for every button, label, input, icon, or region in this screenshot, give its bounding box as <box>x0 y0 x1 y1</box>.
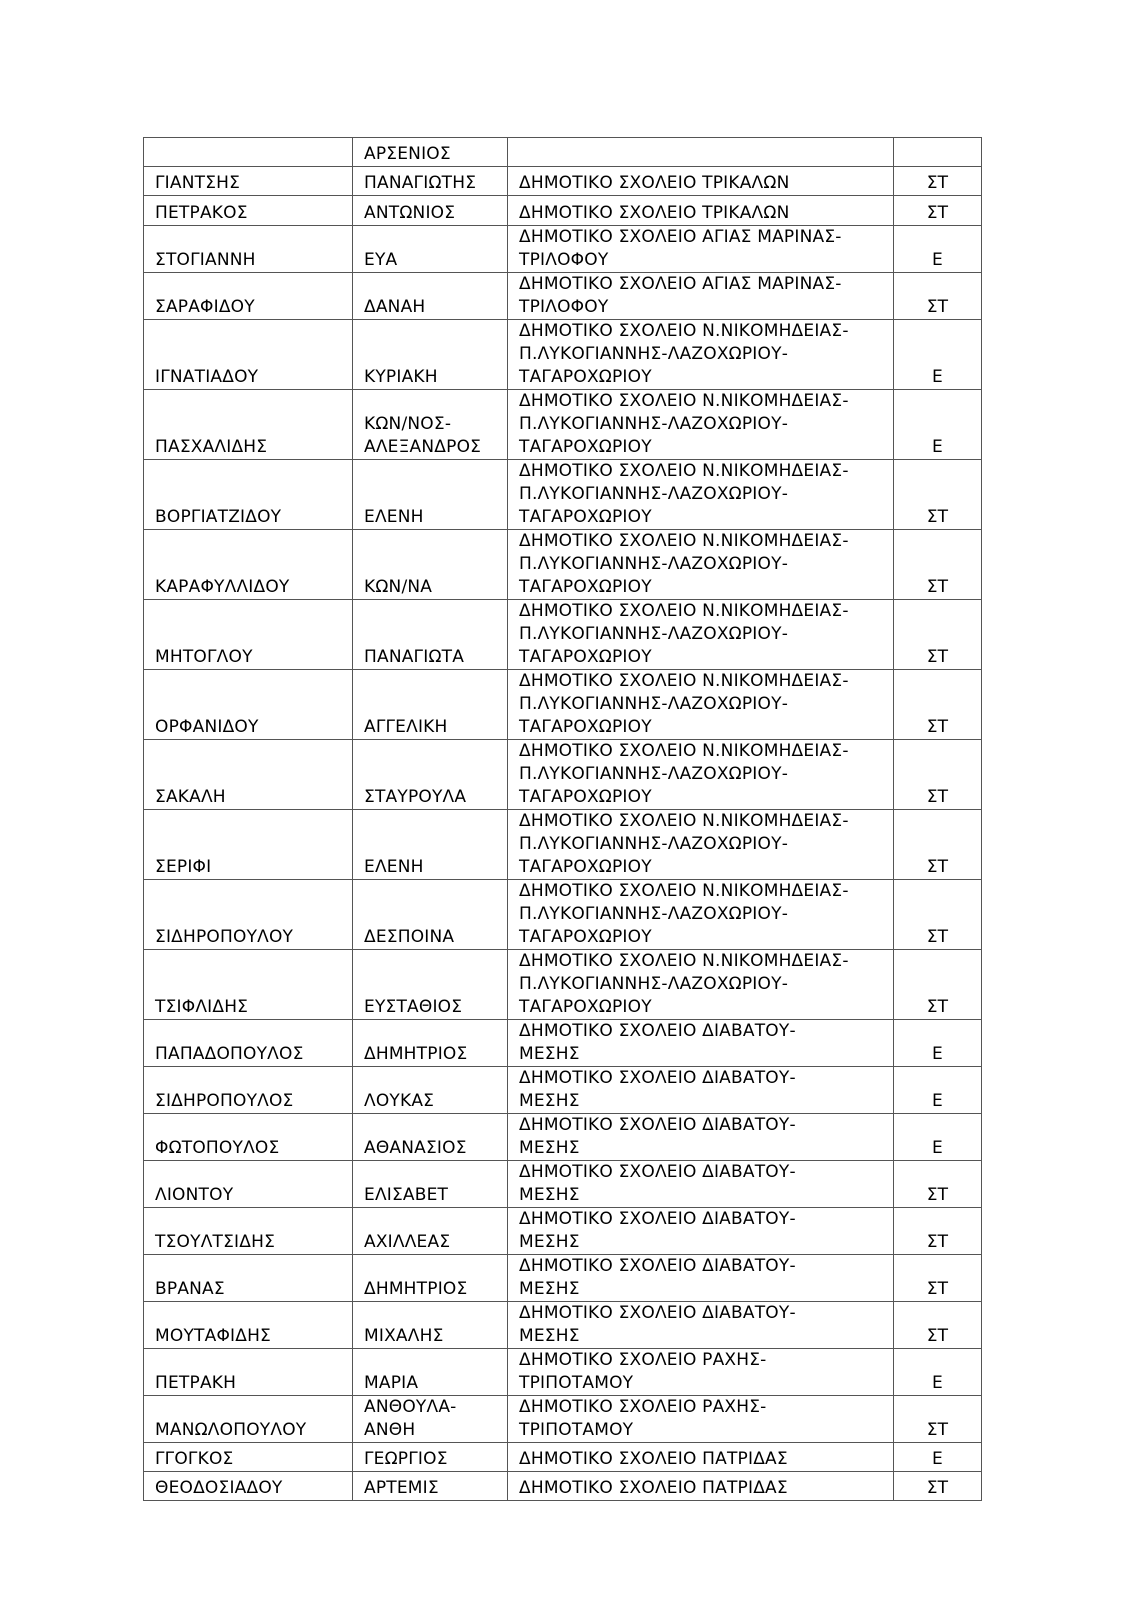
first-name-cell: ΑΡΣΕΝΙΟΣ <box>353 138 508 167</box>
class-cell: Ε <box>894 1020 982 1067</box>
table-row <box>144 1443 982 1472</box>
surname-cell: ΟΡΦΑΝΙΔΟΥ <box>144 670 353 740</box>
first-name-cell: ΔΗΜΗΤΡΙΟΣ <box>353 1255 508 1302</box>
first-name-cell: ΣΤΑΥΡΟΥΛΑ <box>353 740 508 810</box>
first-name-cell: ΕΛΙΣΑΒΕΤ <box>353 1161 508 1208</box>
class-cell: ΣΤ <box>894 1396 982 1443</box>
surname-cell: ΚΑΡΑΦΥΛΛΙΔΟΥ <box>144 530 353 600</box>
first-name-cell: ΠΑΝΑΓΙΩΤΗΣ <box>353 167 508 196</box>
surname-cell: ΠΕΤΡΑΚΗ <box>144 1349 353 1396</box>
first-name-cell: ΛΟΥΚΑΣ <box>353 1067 508 1114</box>
table-row <box>144 740 982 810</box>
school-cell: ΔΗΜΟΤΙΚΟ ΣΧΟΛΕΙΟ Ν.ΝΙΚΟΜΗΔΕΙΑΣ- Π.ΛΥΚΟΓΙΑΝΝΗΣ-ΛΑΖΟΧΩΡΙΟΥ- ΤΑΓΑΡΟΧΩΡΙΟΥ <box>508 320 894 390</box>
first-name-cell: ΑΝΘΟΥΛΑ- ΑΝΘΗ <box>353 1396 508 1443</box>
class-cell <box>894 138 982 167</box>
surname-cell: ΙΓΝΑΤΙΑΔΟΥ <box>144 320 353 390</box>
class-cell: ΣΤ <box>894 1472 982 1501</box>
first-name-cell: ΓΕΩΡΓΙΟΣ <box>353 1443 508 1472</box>
school-cell: ΔΗΜΟΤΙΚΟ ΣΧΟΛΕΙΟ ΔΙΑΒΑΤΟΥ- ΜΕΣΗΣ <box>508 1255 894 1302</box>
surname-cell: ΣΑΡΑΦΙΔΟΥ <box>144 273 353 320</box>
first-name-cell: ΚΩΝ/ΝΟΣ- ΑΛΕΞΑΝΔΡΟΣ <box>353 390 508 460</box>
first-name-cell: ΜΙΧΑΛΗΣ <box>353 1302 508 1349</box>
class-cell: ΣΤ <box>894 460 982 530</box>
school-cell: ΔΗΜΟΤΙΚΟ ΣΧΟΛΕΙΟ ΑΓΙΑΣ ΜΑΡΙΝΑΣ- ΤΡΙΛΟΦΟΥ <box>508 226 894 273</box>
table-row <box>144 273 982 320</box>
surname-cell: ΓΙΑΝΤΣΗΣ <box>144 167 353 196</box>
table-row <box>144 226 982 273</box>
table-row <box>144 320 982 390</box>
surname-cell: ΤΣΟΥΛΤΣΙΔΗΣ <box>144 1208 353 1255</box>
class-cell: ΣΤ <box>894 1302 982 1349</box>
student-table-container <box>143 137 981 1501</box>
student-table <box>143 137 982 1501</box>
table-row <box>144 1349 982 1396</box>
table-row <box>144 1472 982 1501</box>
school-cell: ΔΗΜΟΤΙΚΟ ΣΧΟΛΕΙΟ ΠΑΤΡΙΔΑΣ <box>508 1443 894 1472</box>
table-row <box>144 1161 982 1208</box>
surname-cell: ΤΣΙΦΛΙΔΗΣ <box>144 950 353 1020</box>
class-cell: Ε <box>894 226 982 273</box>
school-cell: ΔΗΜΟΤΙΚΟ ΣΧΟΛΕΙΟ Ν.ΝΙΚΟΜΗΔΕΙΑΣ- Π.ΛΥΚΟΓΙΑΝΝΗΣ-ΛΑΖΟΧΩΡΙΟΥ- ΤΑΓΑΡΟΧΩΡΙΟΥ <box>508 600 894 670</box>
table-row <box>144 670 982 740</box>
table-row <box>144 950 982 1020</box>
first-name-cell: ΚΥΡΙΑΚΗ <box>353 320 508 390</box>
first-name-cell: ΜΑΡΙΑ <box>353 1349 508 1396</box>
class-cell: ΣΤ <box>894 810 982 880</box>
school-cell: ΔΗΜΟΤΙΚΟ ΣΧΟΛΕΙΟ Ν.ΝΙΚΟΜΗΔΕΙΑΣ- Π.ΛΥΚΟΓΙΑΝΝΗΣ-ΛΑΖΟΧΩΡΙΟΥ- ΤΑΓΑΡΟΧΩΡΙΟΥ <box>508 880 894 950</box>
table-row <box>144 600 982 670</box>
first-name-cell: ΔΑΝΑΗ <box>353 273 508 320</box>
table-row <box>144 1255 982 1302</box>
school-cell: ΔΗΜΟΤΙΚΟ ΣΧΟΛΕΙΟ ΔΙΑΒΑΤΟΥ- ΜΕΣΗΣ <box>508 1161 894 1208</box>
surname-cell: ΠΑΣΧΑΛΙΔΗΣ <box>144 390 353 460</box>
class-cell: ΣΤ <box>894 740 982 810</box>
table-row <box>144 196 982 226</box>
class-cell: Ε <box>894 390 982 460</box>
first-name-cell: ΕΥΑ <box>353 226 508 273</box>
surname-cell: ΠΕΤΡΑΚΟΣ <box>144 196 353 226</box>
class-cell: ΣΤ <box>894 600 982 670</box>
surname-cell: ΣΕΡΙΦΙ <box>144 810 353 880</box>
table-row <box>144 390 982 460</box>
class-cell: ΣΤ <box>894 670 982 740</box>
school-cell: ΔΗΜΟΤΙΚΟ ΣΧΟΛΕΙΟ ΔΙΑΒΑΤΟΥ- ΜΕΣΗΣ <box>508 1114 894 1161</box>
first-name-cell: ΑΡΤΕΜΙΣ <box>353 1472 508 1501</box>
first-name-cell: ΚΩΝ/ΝΑ <box>353 530 508 600</box>
surname-cell: ΘΕΟΔΟΣΙΑΔΟΥ <box>144 1472 353 1501</box>
table-row <box>144 460 982 530</box>
school-cell: ΔΗΜΟΤΙΚΟ ΣΧΟΛΕΙΟ ΔΙΑΒΑΤΟΥ- ΜΕΣΗΣ <box>508 1067 894 1114</box>
school-cell <box>508 138 894 167</box>
school-cell: ΔΗΜΟΤΙΚΟ ΣΧΟΛΕΙΟ ΔΙΑΒΑΤΟΥ- ΜΕΣΗΣ <box>508 1302 894 1349</box>
surname-cell: ΜΗΤΟΓΛΟΥ <box>144 600 353 670</box>
surname-cell: ΣΑΚΑΛΗ <box>144 740 353 810</box>
class-cell: ΣΤ <box>894 530 982 600</box>
surname-cell: ΛΙΟΝΤΟΥ <box>144 1161 353 1208</box>
first-name-cell: ΑΝΤΩΝΙΟΣ <box>353 196 508 226</box>
surname-cell: ΠΑΠΑΔΟΠΟΥΛΟΣ <box>144 1020 353 1067</box>
surname-cell: ΣΙΔΗΡΟΠΟΥΛΟΣ <box>144 1067 353 1114</box>
first-name-cell: ΑΓΓΕΛΙΚΗ <box>353 670 508 740</box>
school-cell: ΔΗΜΟΤΙΚΟ ΣΧΟΛΕΙΟ ΡΑΧΗΣ- ΤΡΙΠΟΤΑΜΟΥ <box>508 1349 894 1396</box>
class-cell: ΣΤ <box>894 950 982 1020</box>
table-row <box>144 1396 982 1443</box>
class-cell: Ε <box>894 1114 982 1161</box>
table-row <box>144 1114 982 1161</box>
class-cell: Ε <box>894 1349 982 1396</box>
class-cell: ΣΤ <box>894 273 982 320</box>
surname-cell: ΜΟΥΤΑΦΙΔΗΣ <box>144 1302 353 1349</box>
surname-cell: ΓΓΟΓΚΟΣ <box>144 1443 353 1472</box>
school-cell: ΔΗΜΟΤΙΚΟ ΣΧΟΛΕΙΟ ΔΙΑΒΑΤΟΥ- ΜΕΣΗΣ <box>508 1208 894 1255</box>
class-cell: ΣΤ <box>894 1161 982 1208</box>
class-cell: ΣΤ <box>894 880 982 950</box>
class-cell: ΣΤ <box>894 167 982 196</box>
table-row <box>144 1208 982 1255</box>
first-name-cell: ΕΥΣΤΑΘΙΟΣ <box>353 950 508 1020</box>
class-cell: ΣΤ <box>894 1255 982 1302</box>
school-cell: ΔΗΜΟΤΙΚΟ ΣΧΟΛΕΙΟ ΤΡΙΚΑΛΩΝ <box>508 167 894 196</box>
school-cell: ΔΗΜΟΤΙΚΟ ΣΧΟΛΕΙΟ Ν.ΝΙΚΟΜΗΔΕΙΑΣ- Π.ΛΥΚΟΓΙΑΝΝΗΣ-ΛΑΖΟΧΩΡΙΟΥ- ΤΑΓΑΡΟΧΩΡΙΟΥ <box>508 670 894 740</box>
school-cell: ΔΗΜΟΤΙΚΟ ΣΧΟΛΕΙΟ ΤΡΙΚΑΛΩΝ <box>508 196 894 226</box>
class-cell: Ε <box>894 320 982 390</box>
class-cell: ΣΤ <box>894 1208 982 1255</box>
surname-cell: ΜΑΝΩΛΟΠΟΥΛΟΥ <box>144 1396 353 1443</box>
table-row <box>144 1067 982 1114</box>
first-name-cell: ΑΧΙΛΛΕΑΣ <box>353 1208 508 1255</box>
school-cell: ΔΗΜΟΤΙΚΟ ΣΧΟΛΕΙΟ Ν.ΝΙΚΟΜΗΔΕΙΑΣ- Π.ΛΥΚΟΓΙΑΝΝΗΣ-ΛΑΖΟΧΩΡΙΟΥ- ΤΑΓΑΡΟΧΩΡΙΟΥ <box>508 530 894 600</box>
surname-cell: ΒΡΑΝΑΣ <box>144 1255 353 1302</box>
school-cell: ΔΗΜΟΤΙΚΟ ΣΧΟΛΕΙΟ Ν.ΝΙΚΟΜΗΔΕΙΑΣ- Π.ΛΥΚΟΓΙΑΝΝΗΣ-ΛΑΖΟΧΩΡΙΟΥ- ΤΑΓΑΡΟΧΩΡΙΟΥ <box>508 460 894 530</box>
school-cell: ΔΗΜΟΤΙΚΟ ΣΧΟΛΕΙΟ ΔΙΑΒΑΤΟΥ- ΜΕΣΗΣ <box>508 1020 894 1067</box>
school-cell: ΔΗΜΟΤΙΚΟ ΣΧΟΛΕΙΟ ΠΑΤΡΙΔΑΣ <box>508 1472 894 1501</box>
school-cell: ΔΗΜΟΤΙΚΟ ΣΧΟΛΕΙΟ Ν.ΝΙΚΟΜΗΔΕΙΑΣ- Π.ΛΥΚΟΓΙΑΝΝΗΣ-ΛΑΖΟΧΩΡΙΟΥ- ΤΑΓΑΡΟΧΩΡΙΟΥ <box>508 390 894 460</box>
table-row <box>144 1020 982 1067</box>
school-cell: ΔΗΜΟΤΙΚΟ ΣΧΟΛΕΙΟ Ν.ΝΙΚΟΜΗΔΕΙΑΣ- Π.ΛΥΚΟΓΙΑΝΝΗΣ-ΛΑΖΟΧΩΡΙΟΥ- ΤΑΓΑΡΟΧΩΡΙΟΥ <box>508 810 894 880</box>
class-cell: Ε <box>894 1067 982 1114</box>
school-cell: ΔΗΜΟΤΙΚΟ ΣΧΟΛΕΙΟ Ν.ΝΙΚΟΜΗΔΕΙΑΣ- Π.ΛΥΚΟΓΙΑΝΝΗΣ-ΛΑΖΟΧΩΡΙΟΥ- ΤΑΓΑΡΟΧΩΡΙΟΥ <box>508 950 894 1020</box>
first-name-cell: ΕΛΕΝΗ <box>353 460 508 530</box>
school-cell: ΔΗΜΟΤΙΚΟ ΣΧΟΛΕΙΟ Ν.ΝΙΚΟΜΗΔΕΙΑΣ- Π.ΛΥΚΟΓΙΑΝΝΗΣ-ΛΑΖΟΧΩΡΙΟΥ- ΤΑΓΑΡΟΧΩΡΙΟΥ <box>508 740 894 810</box>
table-body <box>144 138 982 1501</box>
table-row <box>144 530 982 600</box>
first-name-cell: ΔΗΜΗΤΡΙΟΣ <box>353 1020 508 1067</box>
class-cell: ΣΤ <box>894 196 982 226</box>
class-cell: Ε <box>894 1443 982 1472</box>
first-name-cell: ΔΕΣΠΟΙΝΑ <box>353 880 508 950</box>
first-name-cell: ΕΛΕΝΗ <box>353 810 508 880</box>
table-row <box>144 880 982 950</box>
first-name-cell: ΠΑΝΑΓΙΩΤΑ <box>353 600 508 670</box>
table-row <box>144 1302 982 1349</box>
table-row <box>144 810 982 880</box>
surname-cell: ΣΤΟΓΙΑΝΝΗ <box>144 226 353 273</box>
surname-cell: ΒΟΡΓΙΑΤΖΙΔΟΥ <box>144 460 353 530</box>
first-name-cell: ΑΘΑΝΑΣΙΟΣ <box>353 1114 508 1161</box>
surname-cell <box>144 138 353 167</box>
table-row <box>144 167 982 196</box>
table-row <box>144 138 982 167</box>
surname-cell: ΦΩΤΟΠΟΥΛΟΣ <box>144 1114 353 1161</box>
surname-cell: ΣΙΔΗΡΟΠΟΥΛΟΥ <box>144 880 353 950</box>
school-cell: ΔΗΜΟΤΙΚΟ ΣΧΟΛΕΙΟ ΡΑΧΗΣ- ΤΡΙΠΟΤΑΜΟΥ <box>508 1396 894 1443</box>
school-cell: ΔΗΜΟΤΙΚΟ ΣΧΟΛΕΙΟ ΑΓΙΑΣ ΜΑΡΙΝΑΣ- ΤΡΙΛΟΦΟΥ <box>508 273 894 320</box>
